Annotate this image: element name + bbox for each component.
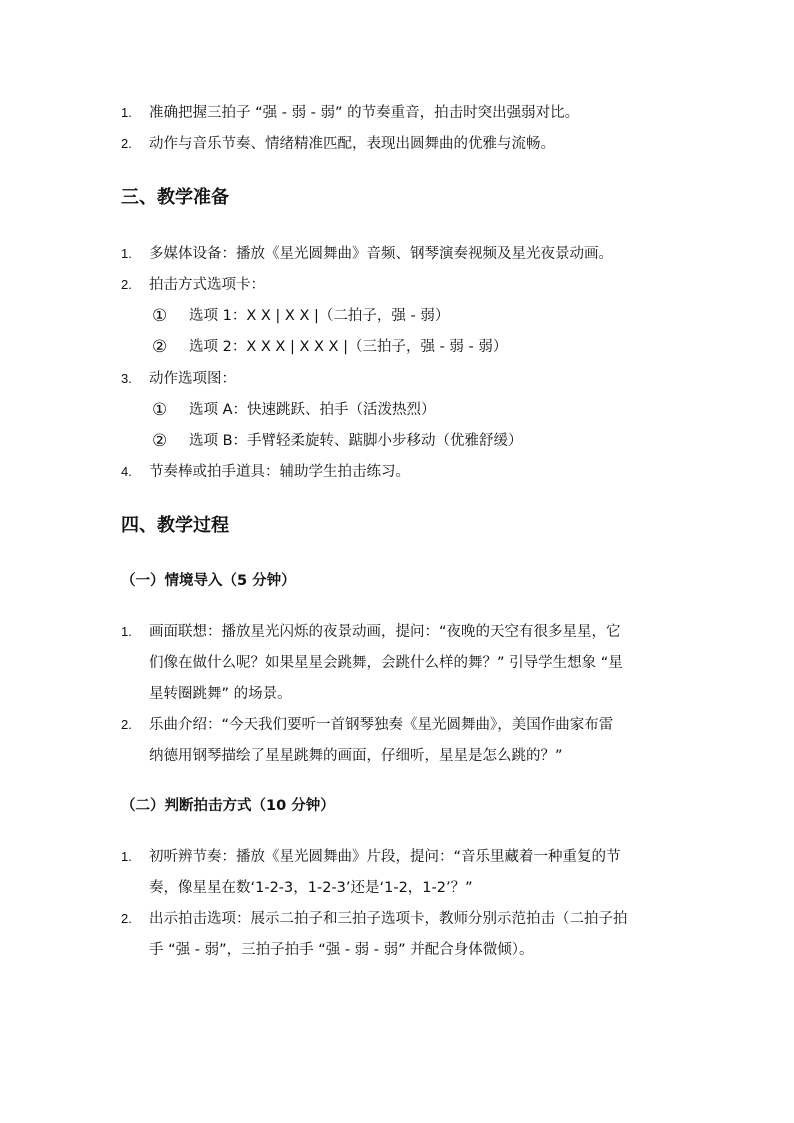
sub-list-item: 选项 1：X X | X X |（二拍子，强 - 弱）: [189, 308, 450, 324]
list-number: 1.: [121, 849, 132, 864]
list-number: 2.: [121, 277, 132, 292]
circled-number: ②: [152, 337, 168, 357]
paragraph-line: 奏，像星星在数‘1-2-3，1-2-3’还是‘1-2，1-2’？”: [149, 880, 473, 896]
list-number: 2.: [121, 136, 132, 151]
list-number: 2.: [121, 911, 132, 926]
paragraph-line: 纳德用钢琴描绘了星星跳舞的画面，仔细听，星星是怎么跳的？”: [149, 748, 563, 764]
list-number: 3.: [121, 371, 132, 386]
paragraph-line: 初听辨节奏：播放《星光圆舞曲》片段，提问：“音乐里藏着一种重复的节: [149, 849, 621, 865]
subsection-heading: （一）情境导入（5 分钟）: [121, 573, 296, 589]
list-item: 动作与音乐节奏、情绪精准匹配，表现出圆舞曲的优雅与流畅。: [149, 136, 555, 152]
list-item: 拍击方式选项卡：: [149, 277, 265, 293]
list-number: 1.: [121, 105, 132, 120]
sub-list-item: 选项 B：手臂轻柔旋转、踮脚小步移动（优雅舒缓）: [189, 433, 523, 449]
paragraph-line: 出示拍击选项：展示二拍子和三拍子选项卡，教师分别示范拍击（二拍子拍: [149, 911, 628, 927]
list-number: 1.: [121, 624, 132, 639]
circled-number: ②: [152, 431, 168, 451]
list-number: 2.: [121, 717, 132, 732]
paragraph-line: 星转圈跳舞” 的场景。: [149, 686, 292, 702]
sub-list-item: 选项 A：快速跳跃、拍手（活泼热烈）: [189, 402, 436, 418]
circled-number: ①: [152, 306, 168, 326]
paragraph-line: 们像在做什么呢？如果星星会跳舞，会跳什么样的舞？” 引导学生想象 “星: [149, 655, 623, 671]
list-number: 1.: [121, 246, 132, 261]
section-heading: 三、教学准备: [121, 187, 229, 208]
paragraph-line: 乐曲介绍：“今天我们要听一首钢琴独奏《星光圆舞曲》，美国作曲家布雷: [149, 717, 614, 733]
paragraph-line: 画面联想：播放星光闪烁的夜景动画，提问：“夜晚的天空有很多星星，它: [149, 624, 621, 640]
list-item: 动作选项图：: [149, 371, 236, 387]
list-number: 4.: [121, 464, 132, 479]
paragraph-line: 手 “强 - 弱”，三拍子拍手 “强 - 弱 - 弱” 并配合身体微倾）。: [149, 942, 534, 958]
section-heading: 四、教学过程: [121, 515, 229, 536]
list-item: 准确把握三拍子 “强 - 弱 - 弱” 的节奏重音，拍击时突出强弱对比。: [149, 105, 580, 121]
sub-list-item: 选项 2：X X X | X X X |（三拍子，强 - 弱 - 弱）: [189, 339, 508, 355]
subsection-heading: （二）判断拍击方式（10 分钟）: [121, 798, 335, 814]
list-item: 多媒体设备：播放《星光圆舞曲》音频、钢琴演奏视频及星光夜景动画。: [149, 246, 613, 262]
circled-number: ①: [152, 400, 168, 420]
list-item: 节奏棒或拍手道具：辅助学生拍击练习。: [149, 464, 410, 480]
